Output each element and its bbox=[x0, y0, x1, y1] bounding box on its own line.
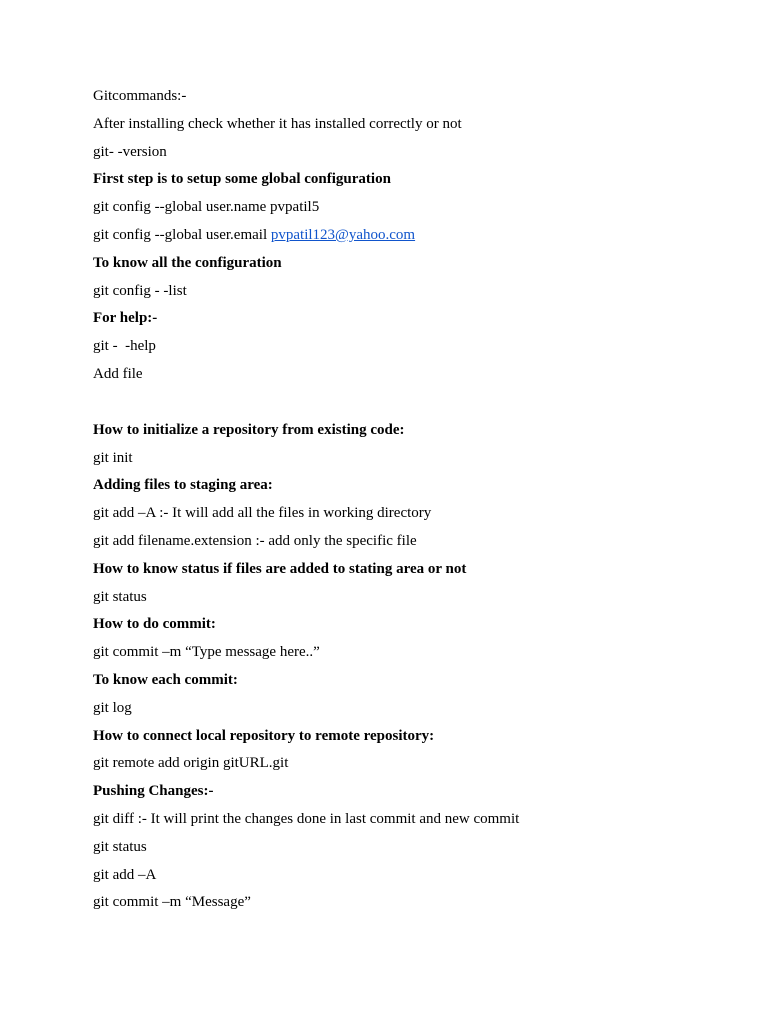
section-heading bbox=[93, 308, 713, 328]
line-text: git commit –m “Type message here..” bbox=[93, 644, 320, 661]
line-text: git diff :- It will print the changes done in last commit and new commit bbox=[93, 810, 520, 827]
line-text: git add filename.extension :- add only the specific file bbox=[93, 532, 417, 549]
line-text: git log bbox=[93, 699, 132, 716]
line-text: After installing check whether it has installed correctly or not bbox=[93, 115, 462, 132]
section-heading bbox=[93, 420, 713, 440]
line-text: git init bbox=[93, 449, 133, 466]
line-text: git add –A :- It will add all the files in working directory bbox=[93, 505, 432, 522]
email-link[interactable]: pvpatil123@yahoo.com bbox=[270, 226, 416, 243]
line-text: To know all the configuration bbox=[93, 254, 282, 271]
text-line bbox=[93, 698, 713, 718]
document-body bbox=[93, 86, 713, 920]
line-text: How to connect local repository to remote repository: bbox=[93, 727, 435, 744]
text-line bbox=[93, 892, 713, 912]
text-line bbox=[93, 448, 713, 468]
line-text: Add file bbox=[93, 365, 143, 382]
line-text: git remote add origin gitURL.git bbox=[93, 755, 289, 772]
blank-line bbox=[93, 392, 713, 420]
line-text: git config --global user.email bbox=[93, 226, 271, 243]
line-text: How to know status if files are added to stating area or not bbox=[93, 560, 467, 577]
text-line bbox=[93, 753, 713, 773]
text-line bbox=[93, 865, 713, 885]
section-heading bbox=[93, 169, 713, 189]
line-text: First step is to setup some global configuration bbox=[93, 171, 391, 188]
section-heading bbox=[93, 614, 713, 634]
section-heading bbox=[93, 781, 713, 801]
line-text: git config - -list bbox=[93, 282, 187, 299]
text-line bbox=[93, 364, 713, 384]
line-text: git add –A bbox=[93, 866, 157, 883]
section-heading bbox=[93, 475, 713, 495]
line-text: git config --global user.name pvpatil5 bbox=[93, 199, 320, 216]
line-text: Gitcommands:- bbox=[93, 88, 187, 104]
line-text: git status bbox=[93, 588, 147, 605]
line-text: To know each commit: bbox=[93, 671, 238, 688]
section-heading bbox=[93, 726, 713, 746]
line-text: git - -help bbox=[93, 338, 156, 355]
line-text: git- -version bbox=[93, 143, 167, 160]
text-line bbox=[93, 503, 713, 523]
line-text: Pushing Changes:- bbox=[93, 783, 214, 800]
text-line bbox=[93, 142, 713, 162]
text-line bbox=[93, 114, 713, 134]
line-text: For help:- bbox=[93, 310, 158, 327]
text-line bbox=[93, 225, 713, 245]
line-text: git status bbox=[93, 838, 147, 855]
text-line bbox=[93, 86, 713, 106]
section-heading bbox=[93, 559, 713, 579]
text-line bbox=[93, 642, 713, 662]
line-text: How to initialize a repository from existing code: bbox=[93, 421, 405, 438]
text-line bbox=[93, 197, 713, 217]
text-line bbox=[93, 336, 713, 356]
text-line bbox=[93, 531, 713, 551]
line-text: Adding files to staging area: bbox=[93, 477, 273, 494]
text-line bbox=[93, 837, 713, 857]
text-line bbox=[93, 281, 713, 301]
text-line bbox=[93, 587, 713, 607]
line-text: How to do commit: bbox=[93, 616, 216, 633]
line-text: git commit –m “Message” bbox=[93, 894, 251, 911]
section-heading bbox=[93, 253, 713, 273]
section-heading bbox=[93, 670, 713, 690]
text-line bbox=[93, 809, 713, 829]
